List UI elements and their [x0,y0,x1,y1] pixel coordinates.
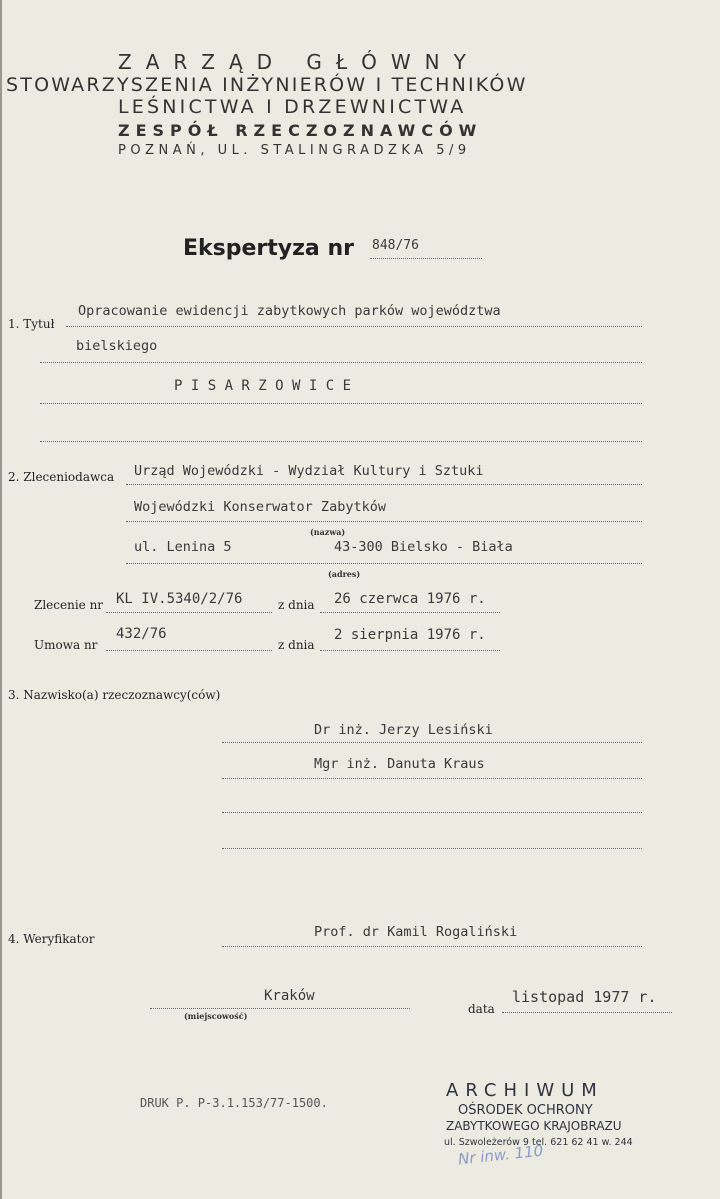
handwritten-inventory-number: Nr inw. 110 [457,1141,545,1169]
section-2-label: 2. Zleceniodawca [8,470,115,484]
place-value: Kraków [264,988,315,1004]
zlecenie-value: KL IV.5340/2/76 [116,591,243,607]
dotted-line [320,650,500,651]
client-street: ul. Lenina 5 [134,539,232,555]
zlecenie-date: 26 czerwca 1976 r. [334,591,486,607]
adres-note: (adres) [328,569,361,579]
client-line-2: Wojewódzki Konserwator Zabytków [134,499,386,515]
section-3-label: 3. Nazwisko(a) rzeczoznawcy(ców) [8,688,221,702]
title-line-3: P I S A R Z O W I C E [174,378,352,394]
print-code: DRUK P. P-3.1.153/77-1500. [140,1096,328,1110]
client-city: 43-300 Bielsko - Biała [334,539,513,555]
title-line-2: bielskiego [76,338,158,354]
page-edge [0,0,2,1199]
header-line-1: ZARZĄD GŁÓWNY [118,50,480,74]
dotted-line [106,650,272,651]
date-value: listopad 1977 r. [512,988,657,1006]
section-4-label: 4. Weryfikator [8,932,95,946]
nazwa-note: (nazwa) [310,527,346,537]
number-dotted-line [370,258,482,259]
document-number: 848/76 [372,238,419,253]
zlecenie-label: Zlecenie nr [34,598,104,612]
dotted-line [106,612,272,613]
z-dnia-label-2: z dnia [278,638,315,652]
umowa-label: Umowa nr [34,638,98,652]
dotted-line [502,1012,672,1013]
data-label: data [468,1002,495,1016]
title-line-1: Opracowanie ewidencji zabytkowych parków województwa [78,303,501,319]
umowa-date: 2 sierpnia 1976 r. [334,627,486,643]
stamp-line-4: ul. Szwoleżerów 9 tel. 621 62 41 w. 244 [444,1137,633,1148]
dotted-line [320,612,500,613]
header-line-2: STOWARZYSZENIA INŻYNIERÓW I TECHNIKÓW [6,74,528,96]
place-note: (miejscowość) [184,1011,248,1021]
document-heading: Ekspertyza nr [183,236,354,261]
dotted-line [126,521,642,522]
dotted-line [222,946,642,947]
header-line-3: LEŚNICTWA I DRZEWNICTWA [118,96,467,118]
header-line-4: ZESPÓŁ RZECZOZNAWCÓW [118,121,483,140]
z-dnia-label: z dnia [278,598,315,612]
dotted-line [150,1008,410,1009]
dotted-line [126,484,642,485]
stamp-line-3: ZABYTKOWEGO KRAJOBRAZU [446,1119,622,1133]
section-1-label: 1. Tytuł [8,317,55,331]
expert-2: Mgr inż. Danuta Kraus [314,756,485,772]
dotted-line [66,326,642,327]
expert-1: Dr inż. Jerzy Lesiński [314,722,493,738]
verifier-name: Prof. dr Kamil Rogaliński [314,924,518,940]
stamp-line-2: OŚRODEK OCHRONY [458,1103,593,1118]
dotted-line [40,362,642,363]
dotted-line [40,441,642,442]
client-line-1: Urząd Wojewódzki - Wydział Kultury i Sztuki [134,463,484,479]
header-line-5: POZNAŃ, UL. STALINGRADZKA 5/9 [118,143,471,158]
dotted-line [222,812,642,813]
dotted-line [40,403,642,404]
dotted-line [222,778,642,779]
dotted-line [222,848,642,849]
umowa-value: 432/76 [116,626,167,642]
dotted-line [222,742,642,743]
dotted-line [126,563,642,564]
stamp-line-1: ARCHIWUM [446,1080,604,1101]
